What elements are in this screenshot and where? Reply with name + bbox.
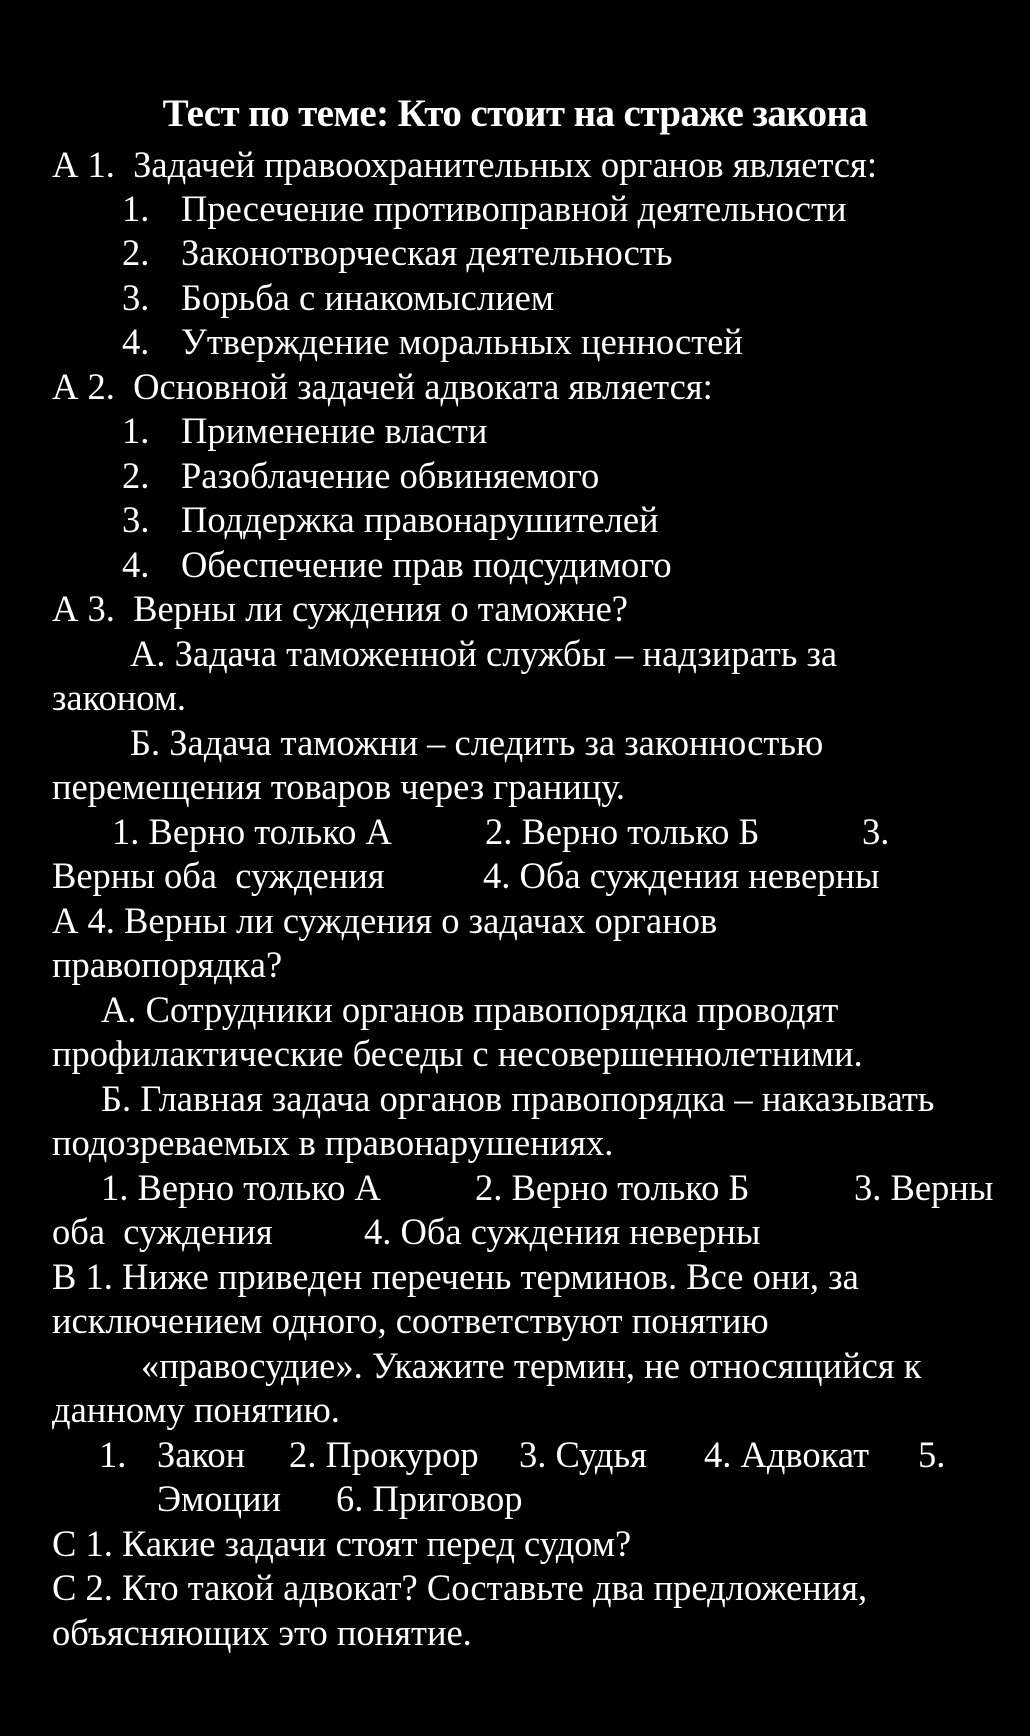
statement-a: А. Задача таможенной службы – надзирать за xyxy=(130,633,838,674)
option-number: 3. xyxy=(122,277,150,318)
statement-b: Б. Главная задача органов правопорядка – наказывать xyxy=(101,1078,935,1119)
answer-option: 4. Оба суждения неверны xyxy=(483,855,880,896)
question-a2: А 2. Основной задачей адвоката является: xyxy=(52,366,713,407)
option-text: Обеспечение прав подсудимого xyxy=(181,544,672,585)
statement-a-continued: профилактические беседы с несовершеннолетними. xyxy=(52,1033,863,1074)
option-text: Законотворческая деятельность xyxy=(181,232,673,273)
option-text: Борьба с инакомыслием xyxy=(181,277,554,318)
question-b1-continued: исключением одного, соответствуют понятию xyxy=(52,1300,769,1341)
question-b1-continued: данному понятию. xyxy=(52,1389,340,1430)
option-text: Утверждение моральных ценностей xyxy=(181,321,743,362)
question-a4: А 4. Верны ли суждения о задачах органов xyxy=(52,900,718,941)
option-number: 3. xyxy=(122,499,150,540)
statement-b-continued: перемещения товаров через границу. xyxy=(52,766,626,807)
answer-option: 4. Оба суждения неверны xyxy=(364,1211,761,1252)
question-c1: С 1. Какие задачи стоят перед судом? xyxy=(52,1523,632,1564)
statement-b: Б. Задача таможни – следить за законностью xyxy=(130,722,824,763)
answer-option: Верны оба суждения xyxy=(52,855,385,896)
question-b1-continued: «правосудие». Укажите термин, не относящийся к xyxy=(141,1345,922,1386)
statement-b-continued: подозреваемых в правонарушениях. xyxy=(52,1122,614,1163)
question-a1: А 1. Задачей правоохранительных органов является: xyxy=(52,144,877,185)
question-a3: А 3. Верны ли суждения о таможне? xyxy=(52,588,628,629)
term-item: Закон xyxy=(157,1434,246,1475)
answer-option: оба суждения xyxy=(52,1211,273,1252)
term-item: 5. xyxy=(918,1434,946,1475)
statement-a-continued: законом. xyxy=(52,677,187,718)
answer-option: 3. Верны xyxy=(854,1167,994,1208)
question-c2: С 2. Кто такой адвокат? Составьте два предложения, xyxy=(52,1567,868,1608)
term-item: 6. Приговор xyxy=(336,1478,523,1519)
option-number: 2. xyxy=(122,455,150,496)
option-text: Пресечение противоправной деятельности xyxy=(181,188,847,229)
term-item: 3. Судья xyxy=(519,1434,647,1475)
option-number: 4. xyxy=(122,321,150,362)
answer-option: 2. Верно только Б xyxy=(485,811,760,852)
answer-option: 3. xyxy=(862,811,890,852)
answer-option: 1. Верно только А xyxy=(112,811,392,852)
question-b1: В 1. Ниже приведен перечень терминов. Все они, за xyxy=(52,1256,859,1297)
option-number: 1. xyxy=(122,410,150,451)
statement-a: А. Сотрудники органов правопорядка проводят xyxy=(101,989,839,1030)
option-number: 1. xyxy=(122,188,150,229)
page-title: Тест по теме: Кто стоит на страже закона xyxy=(162,92,868,135)
option-number: 2. xyxy=(122,232,150,273)
question-a4-continued: правопорядка? xyxy=(52,944,283,985)
term-item: 2. Прокурор xyxy=(289,1434,479,1475)
option-text: Применение власти xyxy=(181,410,488,451)
question-c2-continued: объясняющих это понятие. xyxy=(52,1612,472,1653)
term-item: 4. Адвокат xyxy=(704,1434,870,1475)
answer-option: 2. Верно только Б xyxy=(475,1167,750,1208)
answer-option: 1. Верно только А xyxy=(101,1167,381,1208)
term-item: Эмоции xyxy=(157,1478,282,1519)
list-number: 1. xyxy=(99,1434,127,1475)
option-number: 4. xyxy=(122,544,150,585)
option-text: Поддержка правонарушителей xyxy=(181,499,659,540)
option-text: Разоблачение обвиняемого xyxy=(181,455,600,496)
